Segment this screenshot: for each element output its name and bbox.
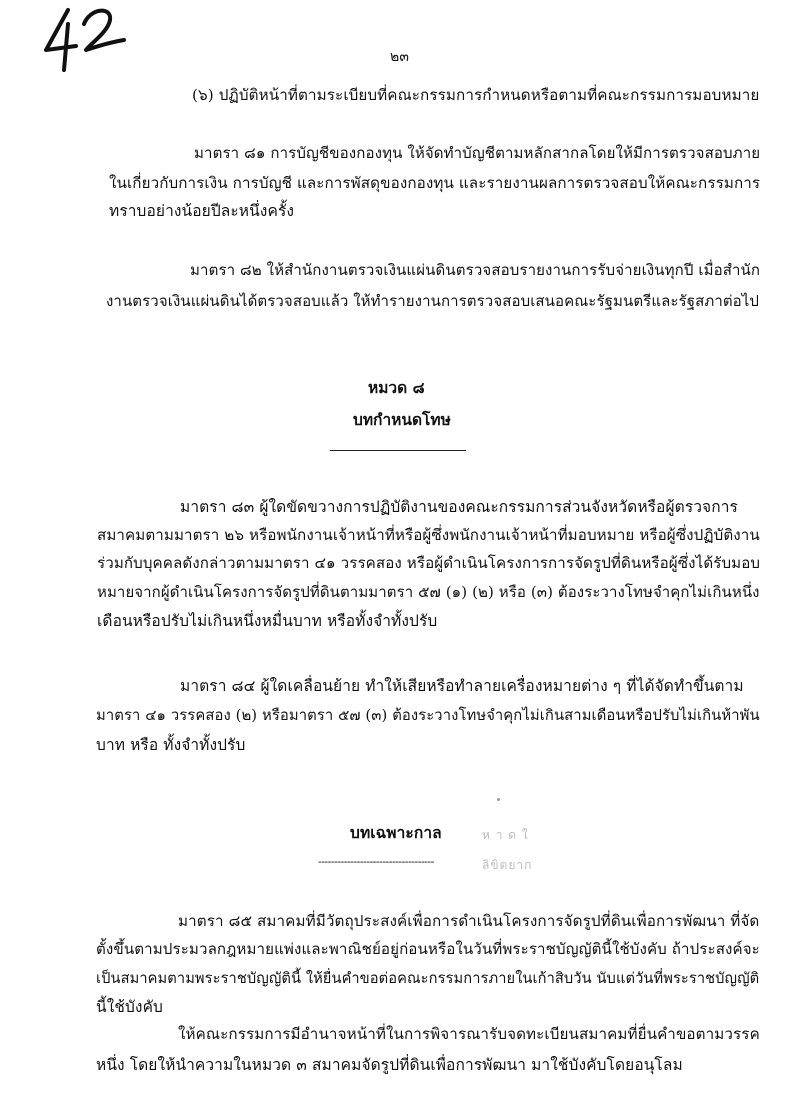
section-83-line-5: เดือนหรือปรับไม่เกินหนึ่งหมื่นบาท หรือทั้งจำทั้งปรับ [97,612,438,630]
section-85-line-1: มาตรา ๘๕ สมาคมที่มีวัตถุประสงค์เพื่อการดำเนินโครงการจัดรูปที่ดินเพื่อการพัฒนา ที่จัด [178,912,760,930]
section-82-line-1: มาตรา ๘๒ ให้สำนักงานตรวจเงินแผ่นดินตรวจสอบรายงานการรับจ่ายเงินทุกปี เมื่อสำนัก [190,261,761,279]
section-85-para2-line-1: ให้คณะกรรมการมีอำนาจหน้าที่ในการพิจารณารับจดทะเบียนสมาคมที่ยื่นคำขอตามวรรค [178,1025,760,1043]
section-84-line-1: มาตรา ๘๔ ผู้ใดเคลื่อนย้าย ทำให้เสียหรือทำลายเครื่องหมายต่าง ๆ ที่ได้จัดทำขึ้นตาม [180,677,744,695]
section-81-line-3: ทราบอย่างน้อยปีละหนึ่งครั้ง [109,202,295,220]
section-81-line-2: ในเกี่ยวกับการเงิน การบัญชี และการพัสดุของกองทุน และรายงานผลการตรวจสอบให้คณะกรรมการ [109,174,761,192]
bleed-through-text-1: ห า ด ใ [482,828,529,842]
transitory-dashes: ------------------------------------ [318,855,434,868]
chapter-title: บทกำหนดโทษ [353,410,451,429]
item-6-text: (๖) ปฏิบัติหน้าที่ตามระเบียบที่คณะกรรมการกำหนดหรือตามที่คณะกรรมการมอบหมาย [192,86,760,104]
section-84-line-3: บาท หรือ ทั้งจำทั้งปรับ [96,736,246,754]
section-83-line-1: มาตรา ๘๓ ผู้ใดขัดขวางการปฏิบัติงานของคณะกรรมการส่วนจังหวัดหรือผู้ตรวจการ [180,498,738,516]
section-85-line-2: ตั้งขึ้นตามประมวลกฎหมายแพ่งและพาณิชย์อยู่ก่อนหรือในวันที่พระราชบัญญัตินี้ใช้บังคับ ถ้าประสงค์จะ [96,940,760,958]
chapter-number: หมวด ๘ [368,378,425,397]
bleed-through-text-2: ลิขิตยาก [482,858,533,872]
section-83-line-2: สมาคมตามมาตรา ๒๖ หรือพนักงานเจ้าหน้าที่หรือผู้ซึ่งพนักงานเจ้าหน้าที่มอบหมาย หรือผู้ซึ่งปฏิบัติงาน [97,526,760,544]
handwritten-page-mark [38,2,128,74]
scan-speck [497,798,500,801]
section-85-line-3: เป็นสมาคมตามพระราชบัญญัตินี้ ให้ยื่นคำขอต่อคณะกรรมการภายในเก้าสิบวัน นับแต่วันที่พระราชบัญญัติ [96,970,760,987]
transitory-title: บทเฉพาะกาล [350,823,442,842]
section-81-line-1: มาตรา ๘๑ การบัญชีของกองทุน ให้จัดทำบัญชีตามหลักสากลโดยให้มีการตรวจสอบภาย [194,144,761,162]
section-85-para2-line-2: หนึ่ง โดยให้นำความในหมวด ๓ สมาคมจัดรูปที่ดินเพื่อการพัฒนา มาใช้บังคับโดยอนุโลม [96,1056,683,1074]
section-82-line-2: งานตรวจเงินแผ่นดินได้ตรวจสอบแล้ว ให้ทำรายงานการตรวจสอบเสนอคณะรัฐมนตรีและรัฐสภาต่อไป [106,292,760,310]
page-number: ๒๓ [390,49,409,65]
section-83-line-3: ร่วมกับบุคคลดังกล่าวตามมาตรา ๔๑ วรรคสอง หรือผู้ดำเนินโครงการการจัดรูปที่ดินหรือผู้ซึ่งได้รับมอบ [97,554,761,572]
section-84-line-2: มาตรา ๔๑ วรรคสอง (๒) หรือมาตรา ๕๗ (๓) ต้องระวางโทษจำคุกไม่เกินสามเดือนหรือปรับไม่เกินห้าพัน [96,707,760,724]
section-83-line-4: หมายจากผู้ดำเนินโครงการจัดรูปที่ดินตามมาตรา ๕๗ (๑) (๒) หรือ (๓) ต้องระวางโทษจำคุกไม่เกินหนึ่ง [97,583,760,601]
chapter-divider [330,450,466,451]
section-85-line-4: นี้ใช้บังคับ [96,998,163,1016]
